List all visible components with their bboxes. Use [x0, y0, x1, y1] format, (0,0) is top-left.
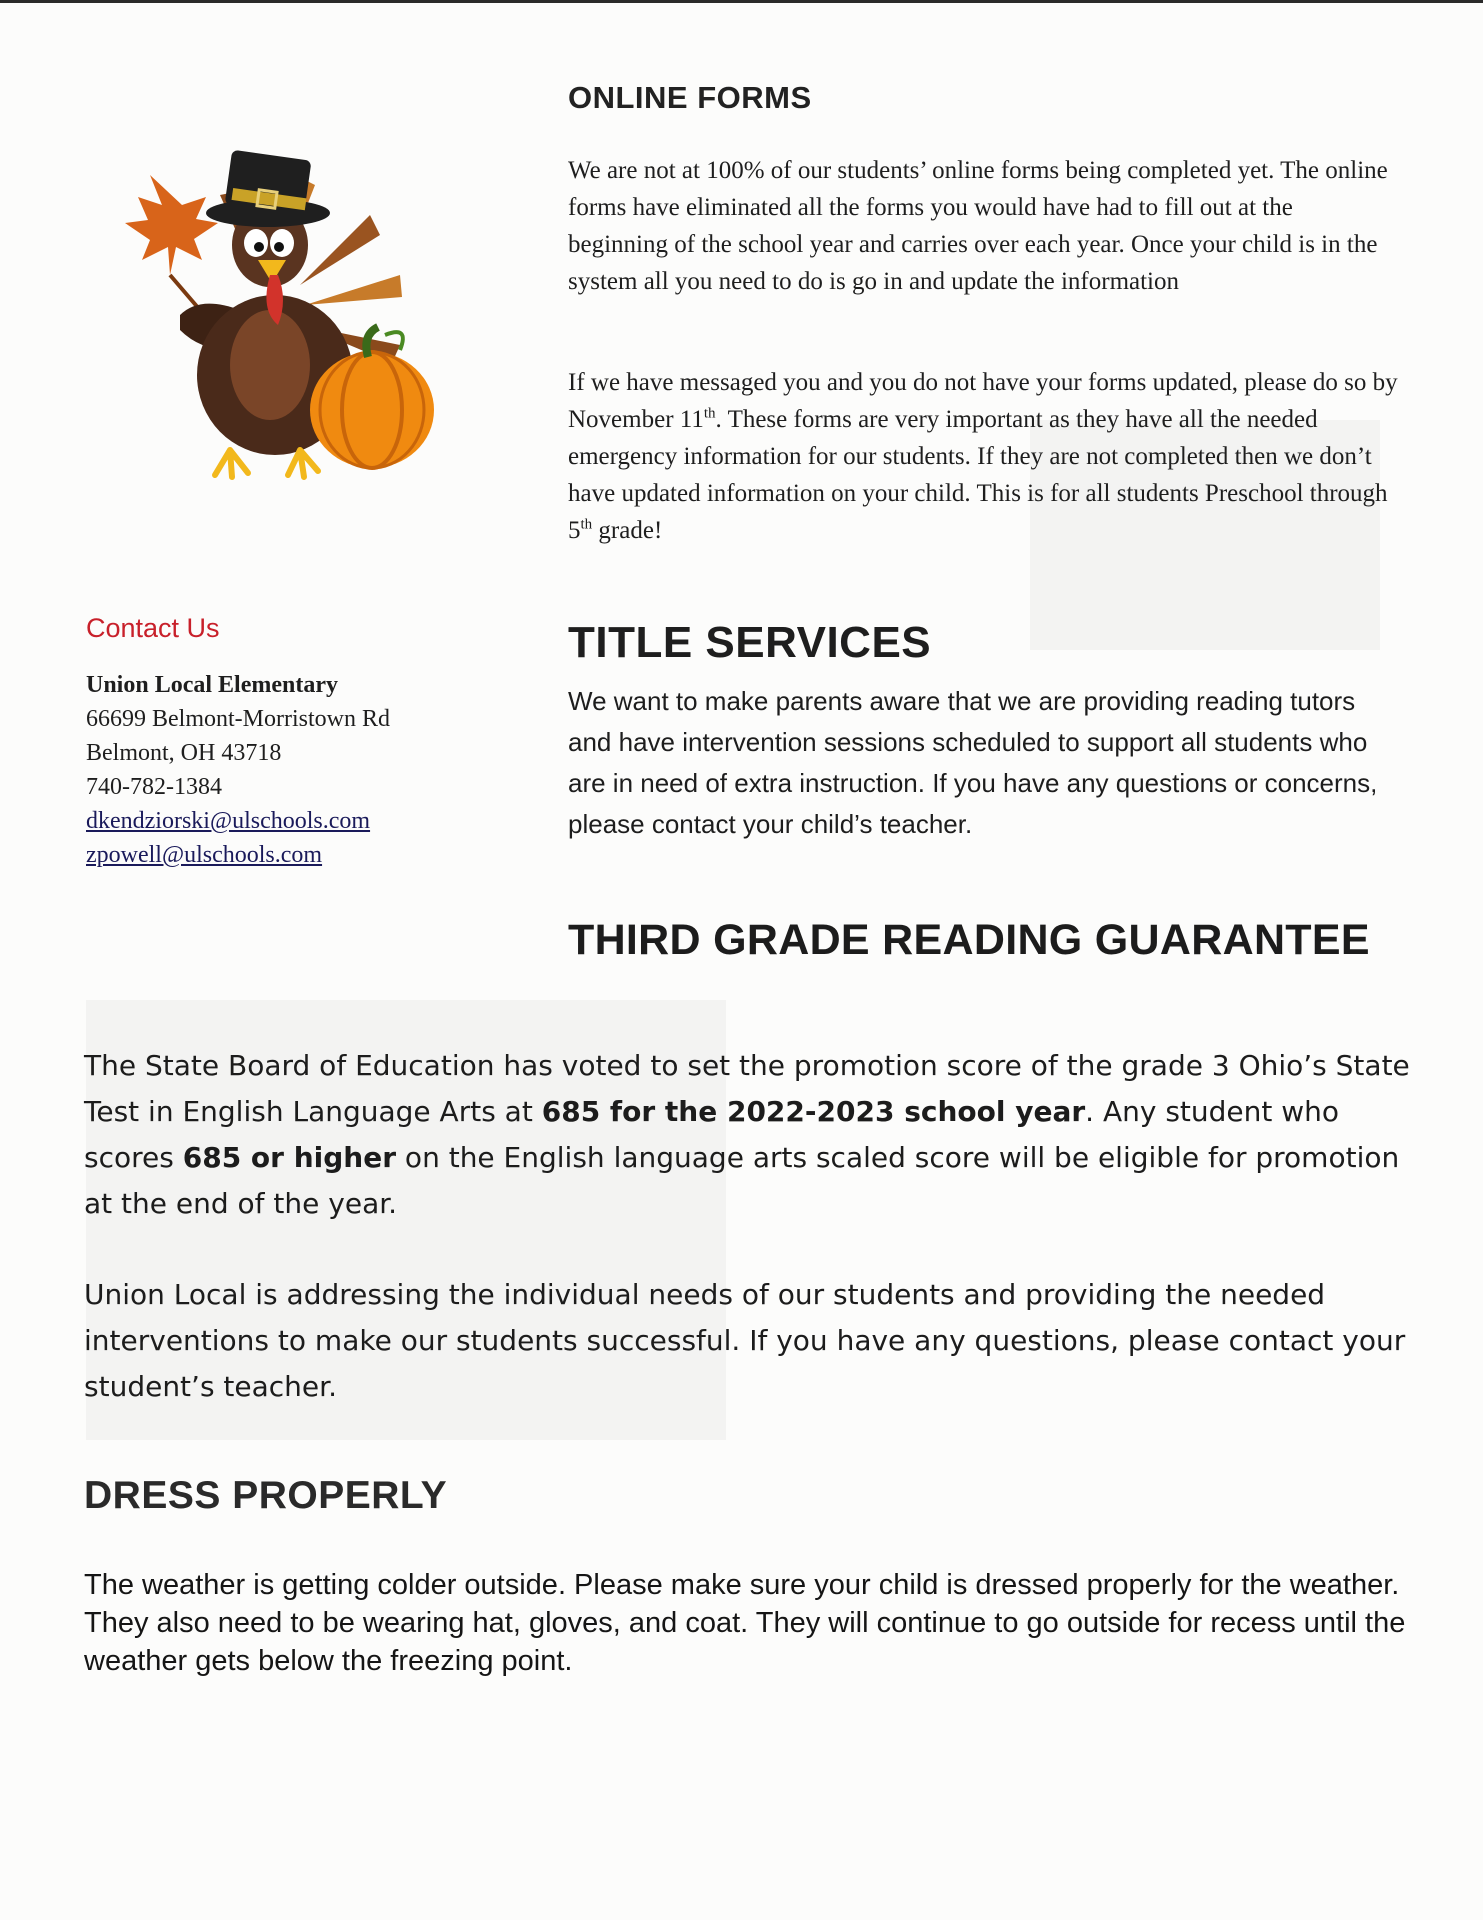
dress-properly-heading: DRESS PROPERLY: [84, 1474, 448, 1517]
turkey-with-pilgrim-hat-icon: [110, 135, 440, 485]
school-name: Union Local Elementary: [86, 672, 338, 698]
online-forms-heading: ONLINE FORMS: [568, 80, 812, 115]
maple-leaf-icon: [125, 175, 218, 310]
email-link-zpowell[interactable]: zpowell@ulschools.com: [86, 842, 323, 868]
title-services-paragraph: We want to make parents aware that we are providing reading tutors and have intervention sessions scheduled to support all students who are in need of extra instruction. If you have any questions or concerns, please contact your child’s teacher.: [568, 686, 1378, 839]
contact-us-heading: Contact Us: [86, 613, 220, 643]
third-grade-paragraph-1: The State Board of Education has voted to set the promotion score of the grade 3 Ohio’s State Test in English Language Arts at 685 for the 2022-2023 school year. Any student who scores 685 or higher on the English language arts scaled score will be eligible for promotion at the end of the year.: [84, 1049, 1410, 1220]
online-forms-paragraph-2: If we have messaged you and you do not have your forms updated, please do so by November 11th. These forms are very important as they have all the needed emergency information for our students. If they are not completed then we don’t have updated information on your child. This is for all students Preschool through 5th grade!: [568, 369, 1398, 544]
email-link-dkendziorski[interactable]: dkendziorski@ulschools.com: [86, 808, 371, 834]
title-services-heading: TITLE SERVICES: [568, 618, 932, 667]
contact-details: [86, 668, 390, 872]
third-grade-paragraph-2: Union Local is addressing the individual needs of our students and providing the needed interventions to make our students successful. If you have any questions, please contact your student’s teacher.: [84, 1278, 1406, 1403]
dress-properly-paragraph: The weather is getting colder outside. Please make sure your child is dressed properly for the weather. They also need to be wearing hat, gloves, and coat. They will continue to go outside for recess until the weather gets below the freezing point.: [84, 1569, 1406, 1677]
online-forms-paragraph-1: We are not at 100% of our students’ online forms being completed yet. The online forms have eliminated all the forms you would have had to fill out at the beginning of the school year and carries over each year. Once your child is in the system all you need to do is go in and update the information: [568, 157, 1388, 295]
third-grade-heading: THIRD GRADE READING GUARANTEE: [568, 916, 1370, 964]
street-address: 66699 Belmont-Morristown Rd: [86, 706, 390, 732]
scan-top-edge: [0, 0, 1483, 3]
phone-number: 740-782-1384: [86, 774, 222, 800]
city-state-zip: Belmont, OH 43718: [86, 740, 282, 766]
